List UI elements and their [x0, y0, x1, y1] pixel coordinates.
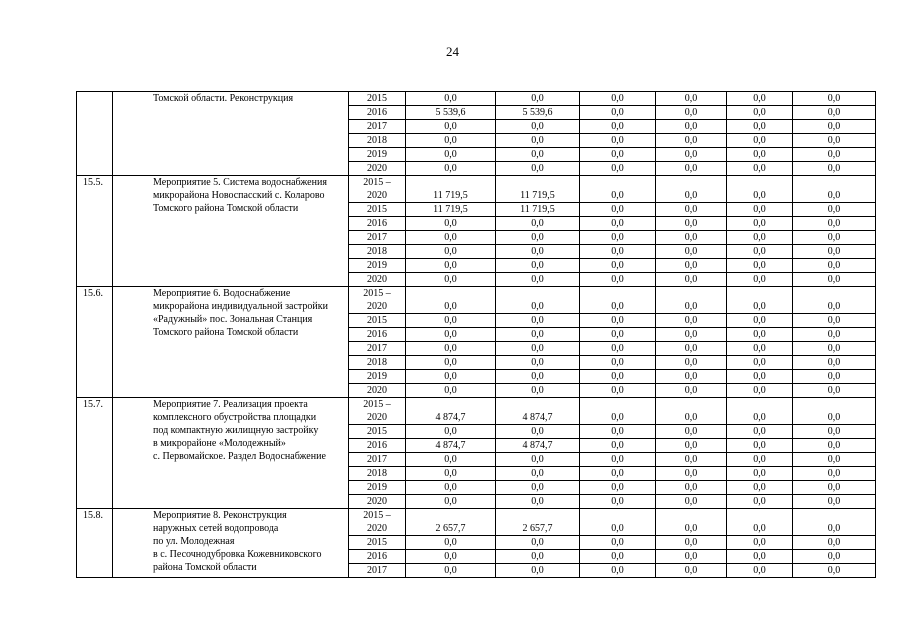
federal-budget-value: 0,0 — [580, 92, 656, 106]
extra-budget-value: 0,0 — [727, 314, 793, 328]
year-cell — [349, 467, 406, 481]
year-label: 2015 — [367, 537, 387, 548]
year-label: 2015 – — [363, 288, 391, 299]
year-label: 2017 — [367, 232, 387, 243]
year-cell — [349, 564, 406, 578]
extra-budget-value: 0,0 — [727, 259, 793, 273]
local-budget-value: 0,0 — [656, 356, 727, 370]
federal-budget-value: 0,0 — [580, 203, 656, 217]
total-value: 4 874,7 — [406, 439, 496, 453]
other-source-value: 0,0 — [793, 356, 876, 370]
federal-budget-value: 0,0 — [580, 425, 656, 439]
extra-budget-value: 0,0 — [727, 134, 793, 148]
year-label: 2015 — [367, 315, 387, 326]
federal-budget-value: 0,0 — [580, 495, 656, 509]
total-value: 0,0 — [406, 287, 496, 314]
federal-budget-value: 0,0 — [580, 148, 656, 162]
total-value: 11 719,5 — [406, 176, 496, 203]
other-source-value: 0,0 — [793, 328, 876, 342]
regional-budget-value: 0,0 — [496, 245, 580, 259]
extra-budget-value: 0,0 — [727, 148, 793, 162]
year-cell — [349, 273, 406, 287]
extra-budget-value: 0,0 — [727, 550, 793, 564]
total-value: 4 874,7 — [406, 398, 496, 425]
year-cell — [349, 550, 406, 564]
measure-description — [113, 92, 349, 176]
year-label: 2019 — [367, 149, 387, 160]
description-line: в микрорайоне «Молодежный» — [153, 438, 286, 449]
federal-budget-value: 0,0 — [580, 384, 656, 398]
local-budget-value: 0,0 — [656, 287, 727, 314]
total-value: 0,0 — [406, 273, 496, 287]
total-value: 0,0 — [406, 425, 496, 439]
total-value: 0,0 — [406, 467, 496, 481]
extra-budget-value: 0,0 — [727, 536, 793, 550]
year-label: 2017 — [367, 121, 387, 132]
local-budget-value: 0,0 — [656, 467, 727, 481]
year-cell — [349, 342, 406, 356]
other-source-value: 0,0 — [793, 550, 876, 564]
regional-budget-value: 11 719,5 — [496, 176, 580, 203]
measure-number: 15.5. — [77, 176, 113, 287]
extra-budget-value: 0,0 — [727, 564, 793, 578]
federal-budget-value: 0,0 — [580, 176, 656, 203]
year-cell — [349, 176, 406, 203]
other-source-value: 0,0 — [793, 231, 876, 245]
local-budget-value: 0,0 — [656, 425, 727, 439]
table-row — [77, 398, 876, 425]
year-cell — [349, 134, 406, 148]
federal-budget-value: 0,0 — [580, 439, 656, 453]
federal-budget-value: 0,0 — [580, 370, 656, 384]
table-row — [77, 509, 876, 536]
other-source-value: 0,0 — [793, 176, 876, 203]
local-budget-value: 0,0 — [656, 92, 727, 106]
year-label: 2016 — [367, 551, 387, 562]
local-budget-value: 0,0 — [656, 148, 727, 162]
year-label: 2015 – — [363, 177, 391, 188]
other-source-value: 0,0 — [793, 217, 876, 231]
other-source-value: 0,0 — [793, 342, 876, 356]
federal-budget-value: 0,0 — [580, 106, 656, 120]
year-label: 2015 — [367, 204, 387, 215]
year-label: 2015 — [367, 426, 387, 437]
local-budget-value: 0,0 — [656, 564, 727, 578]
total-value: 0,0 — [406, 148, 496, 162]
local-budget-value: 0,0 — [656, 176, 727, 203]
federal-budget-value: 0,0 — [580, 231, 656, 245]
other-source-value: 0,0 — [793, 134, 876, 148]
year-label: 2015 – — [363, 510, 391, 521]
total-value: 0,0 — [406, 495, 496, 509]
regional-budget-value: 0,0 — [496, 328, 580, 342]
year-cell — [349, 120, 406, 134]
year-label-end: 2020 — [367, 523, 387, 534]
extra-budget-value: 0,0 — [727, 439, 793, 453]
extra-budget-value: 0,0 — [727, 495, 793, 509]
year-label: 2020 — [367, 274, 387, 285]
year-label: 2020 — [367, 385, 387, 396]
year-label: 2019 — [367, 482, 387, 493]
description-line: Мероприятие 5. Система водоснабжения — [153, 177, 327, 188]
regional-budget-value: 0,0 — [496, 134, 580, 148]
year-label: 2018 — [367, 357, 387, 368]
local-budget-value: 0,0 — [656, 481, 727, 495]
extra-budget-value: 0,0 — [727, 203, 793, 217]
total-value: 0,0 — [406, 370, 496, 384]
description-line: Мероприятие 8. Реконструкция — [153, 510, 287, 521]
extra-budget-value: 0,0 — [727, 370, 793, 384]
federal-budget-value: 0,0 — [580, 328, 656, 342]
table-row — [77, 176, 876, 203]
table-row — [77, 92, 876, 106]
other-source-value: 0,0 — [793, 384, 876, 398]
year-label-end: 2020 — [367, 190, 387, 201]
year-label: 2016 — [367, 218, 387, 229]
extra-budget-value: 0,0 — [727, 287, 793, 314]
measure-number: 15.7. — [77, 398, 113, 509]
extra-budget-value: 0,0 — [727, 384, 793, 398]
other-source-value: 0,0 — [793, 453, 876, 467]
description-line: микрорайона индивидуальной застройки — [153, 301, 328, 312]
regional-budget-value: 5 539,6 — [496, 106, 580, 120]
regional-budget-value: 0,0 — [496, 314, 580, 328]
description-line: комплексного обустройства площадки — [153, 412, 317, 423]
extra-budget-value: 0,0 — [727, 245, 793, 259]
total-value: 0,0 — [406, 550, 496, 564]
other-source-value: 0,0 — [793, 287, 876, 314]
regional-budget-value: 0,0 — [496, 425, 580, 439]
other-source-value: 0,0 — [793, 106, 876, 120]
year-label: 2020 — [367, 496, 387, 507]
regional-budget-value: 0,0 — [496, 231, 580, 245]
regional-budget-value: 0,0 — [496, 536, 580, 550]
local-budget-value: 0,0 — [656, 314, 727, 328]
year-label: 2015 — [367, 93, 387, 104]
year-cell — [349, 217, 406, 231]
regional-budget-value: 0,0 — [496, 162, 580, 176]
year-cell — [349, 509, 406, 536]
regional-budget-value: 0,0 — [496, 287, 580, 314]
description-line: с. Первомайское. Раздел Водоснабжение — [153, 451, 326, 462]
year-cell — [349, 148, 406, 162]
year-label: 2016 — [367, 440, 387, 451]
year-cell — [349, 439, 406, 453]
local-budget-value: 0,0 — [656, 550, 727, 564]
total-value: 0,0 — [406, 231, 496, 245]
local-budget-value: 0,0 — [656, 536, 727, 550]
federal-budget-value: 0,0 — [580, 314, 656, 328]
regional-budget-value: 0,0 — [496, 259, 580, 273]
page-number: 24 — [446, 44, 459, 59]
local-budget-value: 0,0 — [656, 134, 727, 148]
federal-budget-value: 0,0 — [580, 481, 656, 495]
other-source-value: 0,0 — [793, 509, 876, 536]
other-source-value: 0,0 — [793, 425, 876, 439]
year-cell — [349, 356, 406, 370]
local-budget-value: 0,0 — [656, 231, 727, 245]
year-cell — [349, 92, 406, 106]
extra-budget-value: 0,0 — [727, 92, 793, 106]
other-source-value: 0,0 — [793, 162, 876, 176]
regional-budget-value: 0,0 — [496, 148, 580, 162]
year-label: 2016 — [367, 107, 387, 118]
other-source-value: 0,0 — [793, 370, 876, 384]
total-value: 0,0 — [406, 162, 496, 176]
extra-budget-value: 0,0 — [727, 425, 793, 439]
total-value: 0,0 — [406, 536, 496, 550]
federal-budget-value: 0,0 — [580, 356, 656, 370]
year-cell — [349, 328, 406, 342]
year-label-end: 2020 — [367, 412, 387, 423]
description-line: по ул. Молодежная — [153, 536, 235, 547]
year-cell — [349, 106, 406, 120]
local-budget-value: 0,0 — [656, 439, 727, 453]
year-cell — [349, 245, 406, 259]
other-source-value: 0,0 — [793, 536, 876, 550]
total-value: 0,0 — [406, 342, 496, 356]
regional-budget-value: 0,0 — [496, 217, 580, 231]
year-label: 2015 – — [363, 399, 391, 410]
regional-budget-value: 11 719,5 — [496, 203, 580, 217]
year-cell — [349, 536, 406, 550]
total-value: 0,0 — [406, 356, 496, 370]
year-label: 2016 — [367, 329, 387, 340]
regional-budget-value: 4 874,7 — [496, 439, 580, 453]
federal-budget-value: 0,0 — [580, 509, 656, 536]
year-label: 2020 — [367, 163, 387, 174]
federal-budget-value: 0,0 — [580, 259, 656, 273]
description-line: Томской области. Реконструкция — [153, 93, 294, 104]
measure-number: 15.6. — [77, 287, 113, 398]
regional-budget-value: 0,0 — [496, 370, 580, 384]
other-source-value: 0,0 — [793, 495, 876, 509]
federal-budget-value: 0,0 — [580, 245, 656, 259]
total-value: 0,0 — [406, 481, 496, 495]
local-budget-value: 0,0 — [656, 162, 727, 176]
federal-budget-value: 0,0 — [580, 536, 656, 550]
total-value: 11 719,5 — [406, 203, 496, 217]
regional-budget-value: 0,0 — [496, 92, 580, 106]
year-label-end: 2020 — [367, 301, 387, 312]
regional-budget-value: 0,0 — [496, 273, 580, 287]
year-label: 2017 — [367, 454, 387, 465]
regional-budget-value: 4 874,7 — [496, 398, 580, 425]
measure-number — [77, 92, 113, 176]
other-source-value: 0,0 — [793, 314, 876, 328]
other-source-value: 0,0 — [793, 148, 876, 162]
regional-budget-value: 0,0 — [496, 481, 580, 495]
total-value: 2 657,7 — [406, 509, 496, 536]
year-cell — [349, 314, 406, 328]
other-source-value: 0,0 — [793, 273, 876, 287]
regional-budget-value: 0,0 — [496, 564, 580, 578]
federal-budget-value: 0,0 — [580, 453, 656, 467]
other-source-value: 0,0 — [793, 92, 876, 106]
extra-budget-value: 0,0 — [727, 467, 793, 481]
description-line: микрорайона Новоспасский с. Коларово — [153, 190, 325, 201]
extra-budget-value: 0,0 — [727, 398, 793, 425]
extra-budget-value: 0,0 — [727, 328, 793, 342]
other-source-value: 0,0 — [793, 245, 876, 259]
local-budget-value: 0,0 — [656, 217, 727, 231]
local-budget-value: 0,0 — [656, 328, 727, 342]
federal-budget-value: 0,0 — [580, 342, 656, 356]
year-cell — [349, 203, 406, 217]
regional-budget-value: 0,0 — [496, 342, 580, 356]
regional-budget-value: 0,0 — [496, 384, 580, 398]
local-budget-value: 0,0 — [656, 342, 727, 356]
local-budget-value: 0,0 — [656, 453, 727, 467]
year-label: 2018 — [367, 468, 387, 479]
extra-budget-value: 0,0 — [727, 342, 793, 356]
total-value: 0,0 — [406, 564, 496, 578]
total-value: 0,0 — [406, 120, 496, 134]
local-budget-value: 0,0 — [656, 203, 727, 217]
extra-budget-value: 0,0 — [727, 217, 793, 231]
measure-number: 15.8. — [77, 509, 113, 578]
year-cell — [349, 259, 406, 273]
federal-budget-value: 0,0 — [580, 273, 656, 287]
total-value: 0,0 — [406, 92, 496, 106]
extra-budget-value: 0,0 — [727, 231, 793, 245]
extra-budget-value: 0,0 — [727, 509, 793, 536]
federal-budget-value: 0,0 — [580, 564, 656, 578]
total-value: 5 539,6 — [406, 106, 496, 120]
regional-budget-value: 0,0 — [496, 453, 580, 467]
total-value: 0,0 — [406, 453, 496, 467]
extra-budget-value: 0,0 — [727, 106, 793, 120]
description-line: Томского района Томской области — [153, 203, 299, 214]
local-budget-value: 0,0 — [656, 245, 727, 259]
other-source-value: 0,0 — [793, 398, 876, 425]
description-line: Мероприятие 7. Реализация проекта — [153, 399, 308, 410]
federal-budget-value: 0,0 — [580, 217, 656, 231]
year-cell — [349, 495, 406, 509]
year-label: 2019 — [367, 371, 387, 382]
year-label: 2018 — [367, 135, 387, 146]
local-budget-value: 0,0 — [656, 495, 727, 509]
funding-table — [76, 91, 876, 578]
year-cell — [349, 287, 406, 314]
year-cell — [349, 162, 406, 176]
regional-budget-value: 0,0 — [496, 467, 580, 481]
federal-budget-value: 0,0 — [580, 162, 656, 176]
total-value: 0,0 — [406, 328, 496, 342]
total-value: 0,0 — [406, 217, 496, 231]
description-line: Томского района Томской области — [153, 327, 299, 338]
year-cell — [349, 384, 406, 398]
federal-budget-value: 0,0 — [580, 550, 656, 564]
local-budget-value: 0,0 — [656, 120, 727, 134]
regional-budget-value: 0,0 — [496, 356, 580, 370]
total-value: 0,0 — [406, 259, 496, 273]
federal-budget-value: 0,0 — [580, 134, 656, 148]
measure-description — [113, 509, 349, 578]
other-source-value: 0,0 — [793, 120, 876, 134]
description-line: в с. Песочнодубровка Кожевниковского — [153, 549, 322, 560]
local-budget-value: 0,0 — [656, 398, 727, 425]
local-budget-value: 0,0 — [656, 259, 727, 273]
total-value: 0,0 — [406, 134, 496, 148]
year-label: 2017 — [367, 565, 387, 576]
description-line: наружных сетей водопровода — [153, 523, 279, 534]
year-cell — [349, 398, 406, 425]
year-cell — [349, 425, 406, 439]
local-budget-value: 0,0 — [656, 106, 727, 120]
total-value: 0,0 — [406, 245, 496, 259]
description-line: «Радужный» пос. Зональная Станция — [153, 314, 313, 325]
federal-budget-value: 0,0 — [580, 398, 656, 425]
extra-budget-value: 0,0 — [727, 453, 793, 467]
year-cell — [349, 481, 406, 495]
year-label: 2019 — [367, 260, 387, 271]
measure-description — [113, 287, 349, 398]
total-value: 0,0 — [406, 384, 496, 398]
federal-budget-value: 0,0 — [580, 467, 656, 481]
year-label: 2018 — [367, 246, 387, 257]
table-row — [77, 287, 876, 314]
regional-budget-value: 0,0 — [496, 495, 580, 509]
local-budget-value: 0,0 — [656, 273, 727, 287]
total-value: 0,0 — [406, 314, 496, 328]
local-budget-value: 0,0 — [656, 370, 727, 384]
local-budget-value: 0,0 — [656, 384, 727, 398]
other-source-value: 0,0 — [793, 467, 876, 481]
other-source-value: 0,0 — [793, 259, 876, 273]
extra-budget-value: 0,0 — [727, 481, 793, 495]
other-source-value: 0,0 — [793, 564, 876, 578]
description-line: района Томской области — [153, 562, 257, 573]
extra-budget-value: 0,0 — [727, 162, 793, 176]
year-cell — [349, 453, 406, 467]
extra-budget-value: 0,0 — [727, 176, 793, 203]
regional-budget-value: 2 657,7 — [496, 509, 580, 536]
other-source-value: 0,0 — [793, 439, 876, 453]
description-line: под компактную жилищную застройку — [153, 425, 319, 436]
other-source-value: 0,0 — [793, 203, 876, 217]
year-cell — [349, 231, 406, 245]
measure-description — [113, 398, 349, 509]
regional-budget-value: 0,0 — [496, 550, 580, 564]
description-line: Мероприятие 6. Водоснабжение — [153, 288, 291, 299]
extra-budget-value: 0,0 — [727, 273, 793, 287]
federal-budget-value: 0,0 — [580, 120, 656, 134]
other-source-value: 0,0 — [793, 481, 876, 495]
year-label: 2017 — [367, 343, 387, 354]
local-budget-value: 0,0 — [656, 509, 727, 536]
regional-budget-value: 0,0 — [496, 120, 580, 134]
extra-budget-value: 0,0 — [727, 120, 793, 134]
federal-budget-value: 0,0 — [580, 287, 656, 314]
measure-description — [113, 176, 349, 287]
year-cell — [349, 370, 406, 384]
extra-budget-value: 0,0 — [727, 356, 793, 370]
